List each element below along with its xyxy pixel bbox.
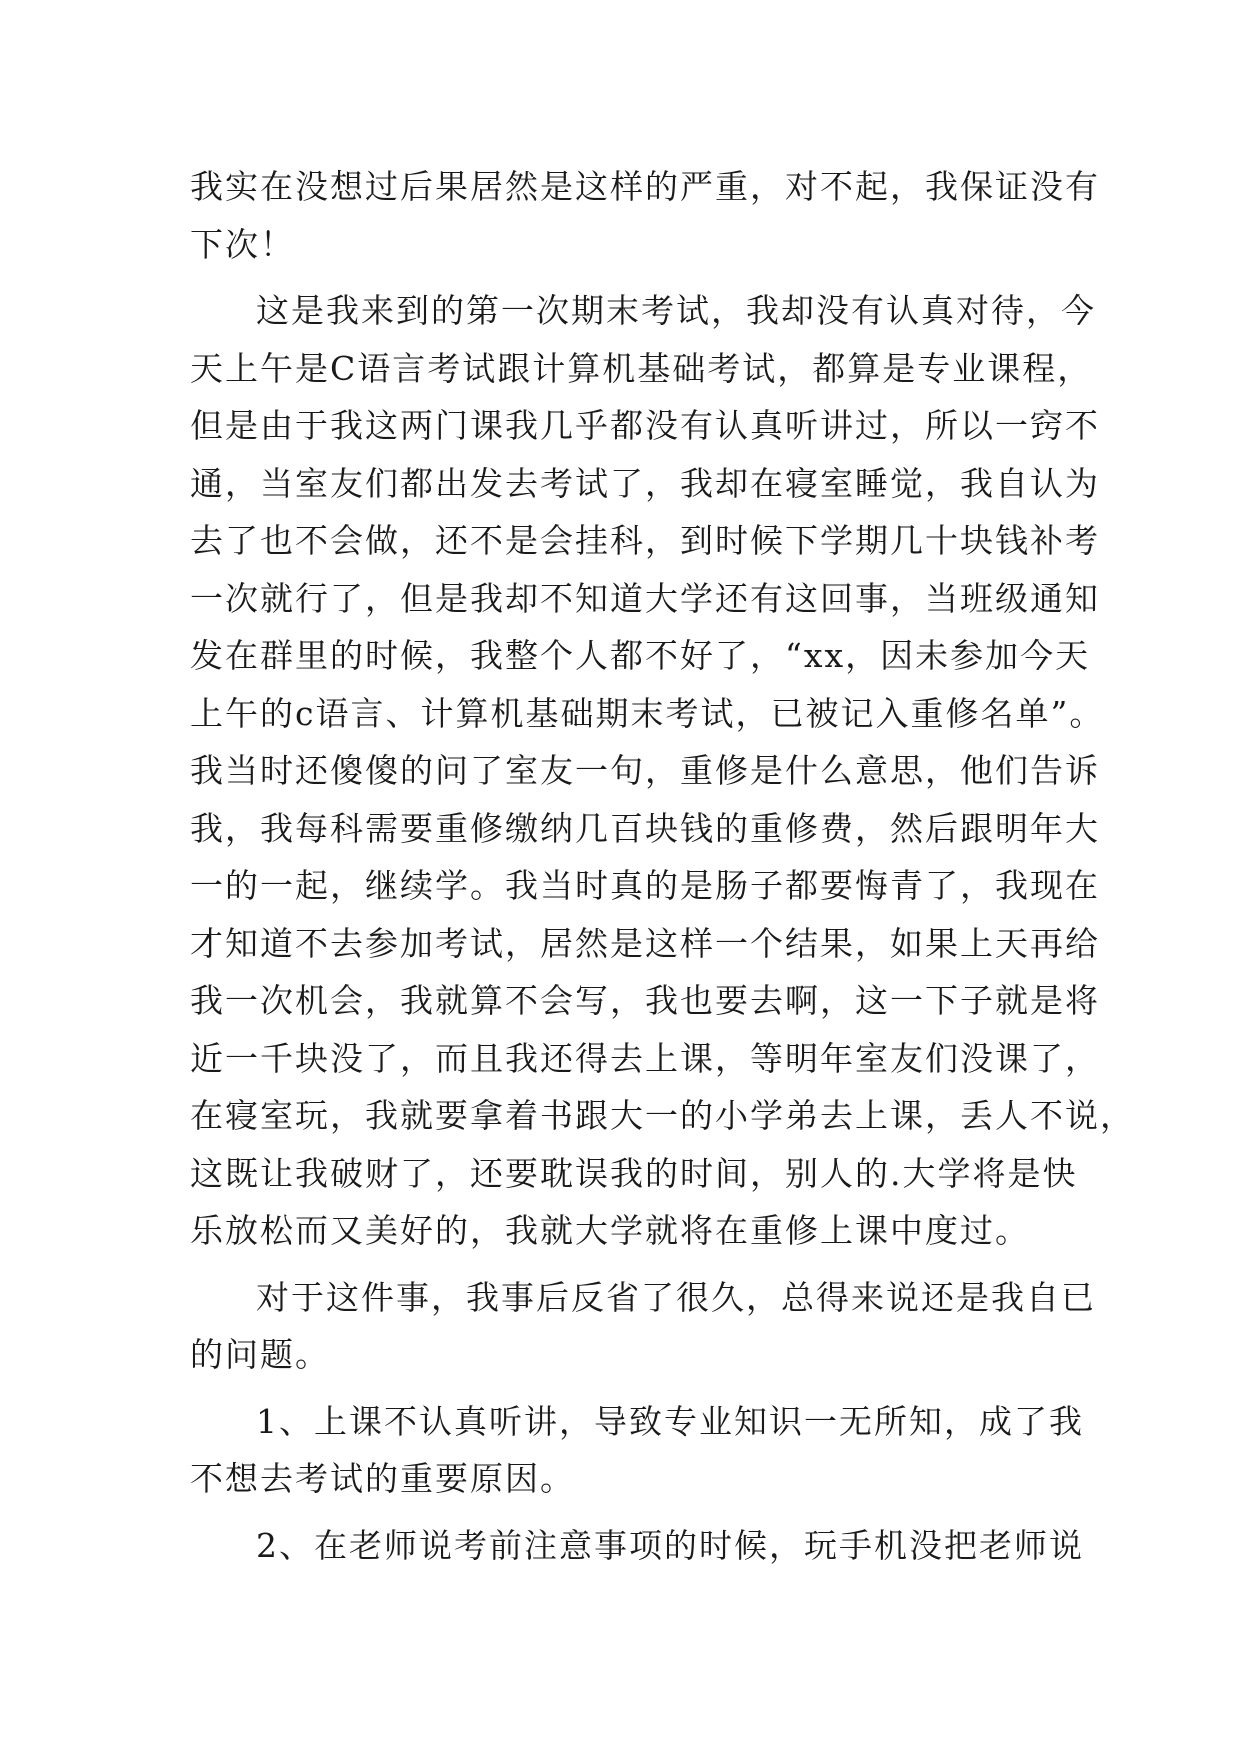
text-line: 我实在没想过后果居然是这样的严重，对不起，我保证没有	[190, 167, 1100, 206]
list-item	[190, 1393, 1084, 1508]
text-line: 这既让我破财了，还要耽误我的时间，别人的.大学将是快	[190, 1153, 1078, 1193]
text-line: 去了也不会做，还不是会挂科，到时候下学期几十块钱补考	[190, 521, 1100, 560]
text-line: 上午的c语言、计算机基础期末考试，已被记入重修名单”。	[190, 693, 1105, 733]
text-line: 我当时还傻傻的问了室友一句，重修是什么意思，他们告诉	[190, 751, 1100, 790]
text-line: 发在群里的时候，我整个人都不好了，“xx，因未参加今天	[190, 636, 1091, 675]
paragraph	[190, 282, 1135, 1260]
text-line: 通，当室友们都出发去考试了，我却在寝室睡觉，我自认为	[190, 463, 1100, 503]
text-line: 我一次机会，我就算不会写，我也要去啊，这一下子就是将	[190, 981, 1100, 1020]
text-line: 近一千块没了，而且我还得去上课，等明年室友们没课了，	[190, 1038, 1100, 1078]
text-line: 下次！	[190, 224, 295, 264]
text-line: 2、在老师说考前注意事项的时候，玩手机没把老师说	[256, 1525, 1084, 1565]
paragraph	[190, 1269, 1096, 1384]
text-line: 对于这件事，我事后反省了很久，总得来说还是我自已	[256, 1277, 1096, 1317]
list-item	[190, 1517, 1084, 1575]
text-line: 这是我来到的第一次期末考试，我却没有认真对待，今	[256, 291, 1096, 330]
text-line: 但是由于我这两门课我几乎都没有认真听讲过，所以一窍不	[190, 406, 1100, 445]
text-line: 不想去考试的重要原因。	[190, 1459, 575, 1498]
text-line: 天上午是C语言考试跟计算机基础考试，都算是专业课程，	[190, 348, 1093, 388]
document-body	[190, 158, 1135, 1574]
text-line: 1、上课不认真听讲，导致专业知识一无所知，成了我	[256, 1401, 1084, 1441]
text-line: 乐放松而又美好的，我就大学就将在重修上课中度过。	[190, 1211, 1030, 1250]
text-line: 一次就行了，但是我却不知道大学还有这回事，当班级通知	[190, 578, 1100, 618]
text-line: 一的一起，继续学。我当时真的是肠子都要悔青了，我现在	[190, 866, 1100, 905]
text-line: 才知道不去参加考试，居然是这样一个结果，如果上天再给	[190, 923, 1100, 963]
text-line: 的问题。	[190, 1335, 330, 1374]
paragraph	[190, 158, 1100, 273]
text-line: 我，我每科需要重修缴纳几百块钱的重修费，然后跟明年大	[190, 808, 1100, 848]
text-line: 在寝室玩，我就要拿着书跟大一的小学弟去上课，丢人不说，	[190, 1096, 1135, 1135]
